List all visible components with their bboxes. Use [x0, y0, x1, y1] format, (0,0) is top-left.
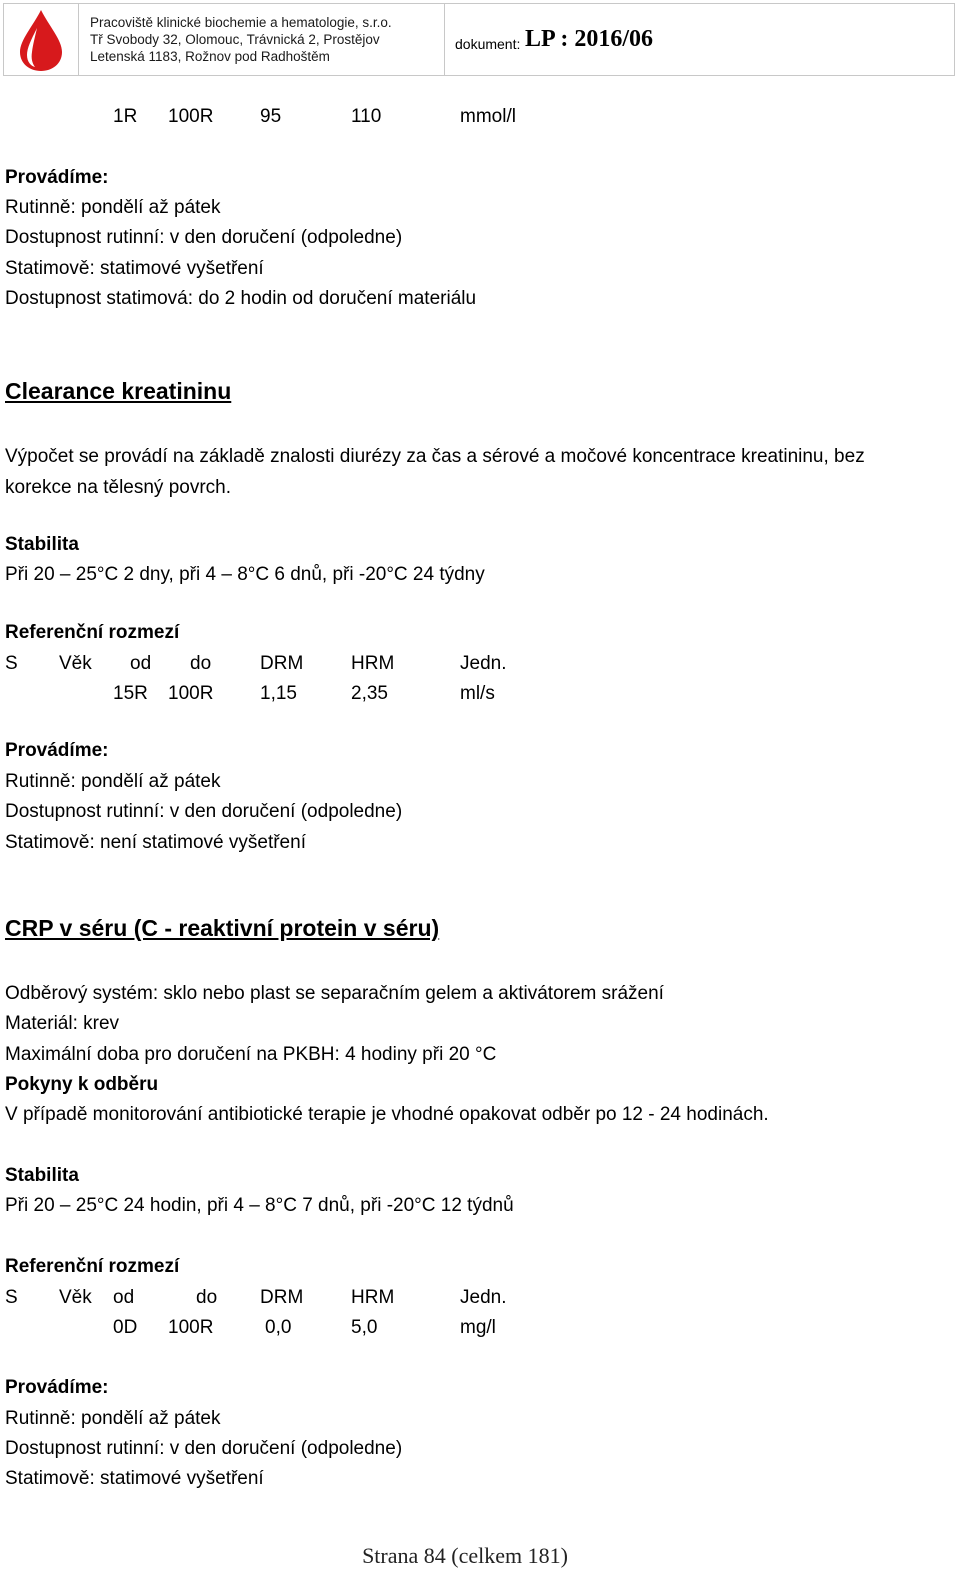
ref-cell: 95: [260, 106, 282, 127]
schedule-line: Rutinně: pondělí až pátek: [5, 197, 221, 218]
reference-range-label: Referenční rozmezí: [5, 622, 180, 643]
document-id-cell: [444, 4, 954, 75]
reference-range-label: Referenční rozmezí: [5, 1256, 180, 1277]
stability-text: Při 20 – 25°C 2 dny, při 4 – 8°C 6 dnů, při -20°C 24 týdny: [5, 564, 485, 585]
address-cell: [78, 4, 445, 75]
ref-head-cell: do: [196, 1287, 218, 1308]
ref-cell: 110: [351, 106, 382, 127]
provadime-heading: Provádíme:: [5, 1377, 109, 1398]
schedule-line: Rutinně: pondělí až pátek: [5, 771, 221, 792]
document-header: [3, 3, 955, 76]
stability-text: Při 20 – 25°C 24 hodin, při 4 – 8°C 7 dnů, při -20°C 12 týdnů: [5, 1195, 514, 1216]
ref-cell: mg/l: [460, 1317, 496, 1338]
ref-head-cell: Jedn.: [460, 1287, 507, 1308]
section-title-clearance: Clearance kreatininu: [5, 378, 232, 404]
description-line: Výpočet se provádí na základě znalosti diurézy za čas a sérové a močové koncentrace kreatininu, bez: [5, 446, 865, 467]
schedule-line: Dostupnost rutinní: v den doručení (odpoledne): [5, 1438, 403, 1459]
page-number: Strana 84 (celkem 181): [362, 1543, 568, 1568]
schedule-line: Rutinně: pondělí až pátek: [5, 1408, 221, 1429]
ref-cell: 0,0: [265, 1317, 292, 1338]
ref-head-cell: HRM: [351, 653, 395, 674]
ref-cell: 15R: [113, 683, 148, 704]
ref-cell: 100R: [168, 683, 214, 704]
ref-cell: 5,0: [351, 1317, 378, 1338]
ref-head-cell: S: [5, 1287, 18, 1308]
material: Materiál: krev: [5, 1013, 120, 1034]
ref-cell: 1R: [113, 106, 138, 127]
ref-head-cell: Jedn.: [460, 653, 507, 674]
document-number: LP : 2016/06: [525, 26, 654, 52]
max-delivery-time: Maximální doba pro doručení na PKBH: 4 hodiny při 20 °C: [5, 1044, 497, 1065]
ref-cell: 1,15: [260, 683, 297, 704]
ref-head-cell: do: [190, 653, 212, 674]
ref-cell: mmol/l: [460, 106, 516, 127]
section-title-crp: CRP v séru (C - reaktivní protein v séru): [5, 915, 440, 941]
schedule-line: Statimově: není statimové vyšetření: [5, 832, 306, 853]
ref-head-cell: Věk: [59, 653, 92, 674]
ref-cell: 0D: [113, 1317, 138, 1338]
address-line-1: Tř Svobody 32, Olomouc, Trávnická 2, Prostějov: [90, 32, 380, 47]
description-line: korekce na tělesný povrch.: [5, 477, 232, 498]
address-line-2: Letenská 1183, Rožnov pod Radhoštěm: [90, 49, 330, 64]
collection-instructions: V případě monitorování antibiotické terapie je vhodné opakovat odběr po 12 - 24 hodinách.: [5, 1104, 769, 1125]
schedule-line: Dostupnost statimová: do 2 hodin od doručení materiálu: [5, 288, 477, 309]
schedule-line: Dostupnost rutinní: v den doručení (odpoledne): [5, 801, 403, 822]
blood-drop-logo-icon: [16, 8, 66, 72]
ref-head-cell: DRM: [260, 1287, 304, 1308]
document-label: dokument:: [455, 36, 521, 52]
schedule-line: Statimově: statimové vyšetření: [5, 1468, 264, 1489]
schedule-line: Dostupnost rutinní: v den doručení (odpoledne): [5, 227, 403, 248]
ref-cell: 100R: [168, 106, 214, 127]
ref-cell: ml/s: [460, 683, 495, 704]
ref-head-cell: Věk: [59, 1287, 92, 1308]
ref-cell: 100R: [168, 1317, 214, 1338]
org-name: Pracoviště klinické biochemie a hematologie, s.r.o.: [90, 15, 392, 30]
stability-label: Stabilita: [5, 1165, 79, 1186]
collection-system: Odběrový systém: sklo nebo plast se separačním gelem a aktivátorem srážení: [5, 983, 664, 1004]
ref-cell: 2,35: [351, 683, 388, 704]
collection-instructions-label: Pokyny k odběru: [5, 1074, 159, 1095]
provadime-heading: Provádíme:: [5, 167, 109, 188]
ref-head-cell: od: [113, 1287, 135, 1308]
schedule-line: Statimově: statimové vyšetření: [5, 258, 264, 279]
logo-cell: [4, 4, 79, 75]
ref-head-cell: od: [130, 653, 152, 674]
ref-head-cell: S: [5, 653, 18, 674]
ref-head-cell: DRM: [260, 653, 304, 674]
provadime-heading: Provádíme:: [5, 740, 109, 761]
ref-head-cell: HRM: [351, 1287, 395, 1308]
stability-label: Stabilita: [5, 534, 79, 555]
